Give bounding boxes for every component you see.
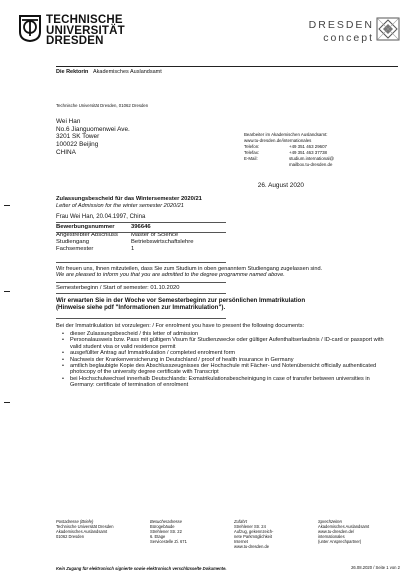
footer-line: Akademisches Auslandsamt xyxy=(56,529,108,535)
list-item-text: Nachweis der Krankenversicherung in Deutschland / proof of health insurance in Germany xyxy=(70,356,294,363)
list-item xyxy=(62,363,392,376)
list-item-text: dieser Zulassungsbescheid / this letter of admission xyxy=(70,331,199,337)
footer-line: Strehlener Str. 22 xyxy=(150,529,182,535)
detail-value: Betriebswirtschaftslehre xyxy=(131,239,194,245)
fold-mark xyxy=(4,205,10,206)
footer-line: nete Parkmöglichkeit xyxy=(234,534,272,540)
footer-line: Internet xyxy=(234,539,248,545)
enrolment-notice xyxy=(56,297,396,311)
footer-line: Strehlener Str. 24 xyxy=(234,524,266,530)
list-item xyxy=(62,376,392,389)
sender-title: Die Rektorin xyxy=(56,69,89,75)
footer-line: Bürogebäude xyxy=(150,524,175,530)
disclaimer: Kein Zugang für elektronisch signierte sowie elektronisch verschlüsselte Dokumente. xyxy=(56,566,227,571)
footer-line: internationales xyxy=(318,534,345,540)
dresden-concept-logo-icon xyxy=(376,17,400,41)
contact-value: Bearbeiter im Akademischen Auslandsamt: xyxy=(244,132,328,137)
underline xyxy=(56,293,226,294)
enrolment-notice-line: Wir erwarten Sie in der Woche vor Semesterbeginn zur persönlichen Immatrikulation xyxy=(56,297,306,304)
admission-paragraph xyxy=(56,266,396,279)
letter-date: 26. August 2020 xyxy=(257,182,304,189)
tu-dresden-logo-icon xyxy=(17,14,43,42)
underline xyxy=(56,222,226,223)
subject-german: Zulassungsbescheid für das Wintersemester 2020/21 xyxy=(56,196,202,202)
university-name-line: DRESDEN xyxy=(46,35,104,47)
admission-text-english: We are pleased to inform you that you are admitted to the degree programme named above. xyxy=(56,272,285,279)
dresden-concept-wordmark xyxy=(309,19,374,45)
recipient-line: CHINA xyxy=(56,148,76,156)
underline xyxy=(56,232,226,233)
subject-english: Letter of Admission for the winter semester 2020/21 xyxy=(56,203,184,209)
footer-access xyxy=(234,519,273,550)
footer-line: Aufzug, gekennzeich- xyxy=(234,529,274,535)
details-block xyxy=(56,224,396,264)
contact-value: +49 351 463 29607 xyxy=(289,144,327,150)
footer-line: www.tu-dresden.de/ xyxy=(318,529,355,535)
enrolment-notice-line: (Hinweise siehe pdf "Informationen zur Immatrikulation"). xyxy=(56,304,226,312)
recipient-line: No.6 Jianguomenwei Ave. xyxy=(56,125,130,133)
list-item-text: amtlich beglaubigte Kopie des Abschlusszeugnisses der Hochschule mit Fächer- und Notenübersicht officially authenticated photocopy of the university degree certificate with Transcript xyxy=(70,363,377,376)
contact-value: +49 351 463 37738 xyxy=(289,150,327,156)
university-name xyxy=(46,15,125,47)
detail-label: Angestrebter Abschluss xyxy=(56,232,118,238)
contact-block xyxy=(244,132,334,169)
footer-hours xyxy=(318,519,369,544)
footer-line: Servicestelle Zi. 671 xyxy=(150,539,187,545)
semester-start: Semesterbeginn / Start of semester: 01.10.2020 xyxy=(56,285,180,291)
recipient-address xyxy=(56,118,130,157)
contact-email: mailbox.tu-dresden.de xyxy=(289,162,333,168)
documents-intro: Bei der Immatrikulation ist vorzulegen: / For enrolment you have to present the following documents: xyxy=(56,323,305,329)
recipient-line: Wei Han xyxy=(56,118,81,125)
detail-label: Studiengang xyxy=(56,239,90,245)
detail-label: Fachsemester xyxy=(56,246,94,252)
footer-line: Technische Universität Dresden xyxy=(56,524,114,530)
contact-email: studium.international@ xyxy=(289,156,334,162)
footer-title: Besucheradresse xyxy=(150,519,182,524)
underline xyxy=(56,282,226,283)
footer-title: Postadresse (Briefe) xyxy=(56,519,94,524)
detail-value: 1 xyxy=(131,246,135,252)
detail-value: Master of Science xyxy=(131,232,179,238)
footer-title: Zufahrt xyxy=(234,519,247,524)
underline xyxy=(56,262,226,263)
footer-title: Sprechzeiten xyxy=(318,519,342,524)
contact-key: Telefon: xyxy=(244,144,260,150)
university-name-line: TECHNISCHE xyxy=(46,14,123,26)
dresden-concept-line: DRESDEN xyxy=(308,19,374,31)
footer-postal xyxy=(56,519,114,539)
list-item-text: ausgefüllter Antrag auf Immatrikulation / completed enrolment form xyxy=(70,350,236,357)
footer-line: (unter Ansprechpartner) xyxy=(318,539,362,545)
contact-key: E-Mail: xyxy=(244,156,258,162)
letterhead-sender xyxy=(56,69,162,75)
sender-department: Akademisches Auslandsamt xyxy=(93,69,162,75)
contact-key: Telefax: xyxy=(244,150,260,156)
footer-visitor xyxy=(150,519,187,544)
page-info: 26.08.2020 / Seite 1 von 2 xyxy=(351,565,400,570)
admission-text-german: Wir freuen uns, Ihnen mitzuteilen, dass Sie zum Studium in oben genanntem Studiengang zugelassen sind. xyxy=(56,266,323,272)
footer-line: www.tu-dresden.de xyxy=(234,544,270,550)
list-item-text: bei Hochschulwechsel innerhalb Deutschlands: Exmatrikulationsbescheinigung in case of transfer between universities in Germany: certificate of termination of enrolment xyxy=(70,375,370,389)
header-rule xyxy=(56,66,398,67)
university-name-line: UNIVERSITÄT xyxy=(46,24,125,37)
recipient-line: 3201 SK Tower xyxy=(56,133,100,141)
applicant-line: Frau Wei Han, 20.04.1997, China xyxy=(56,214,146,220)
dresden-concept-line: concept xyxy=(323,32,374,44)
footer-line: 01062 Dresden xyxy=(56,534,84,540)
list-item-text: Personalausweis bzw. Pass mit gültigem Visum für Studienzwecke oder gültiger Aufenthaltserlaubnis / ID-card or passport with valid student visa or valid residence permit xyxy=(70,337,384,350)
recipient-line: 100022 Beijing xyxy=(56,141,99,149)
underline xyxy=(56,318,226,319)
footer-line: Akademisches Auslandsamt xyxy=(318,524,370,530)
fold-mark xyxy=(4,402,10,403)
footer-line: 6. Etage xyxy=(150,534,166,540)
documents-list xyxy=(62,331,392,389)
detail-value: 396646 xyxy=(131,224,151,230)
detail-label: Bewerbungsnummer xyxy=(56,224,115,230)
contact-row xyxy=(244,162,334,168)
return-address: Technische Universität Dresden, 01062 Dresden xyxy=(56,103,149,108)
list-item xyxy=(62,337,392,350)
punch-mark xyxy=(4,291,10,292)
contact-website: www.tu-dresden.de/internationales xyxy=(244,138,312,144)
